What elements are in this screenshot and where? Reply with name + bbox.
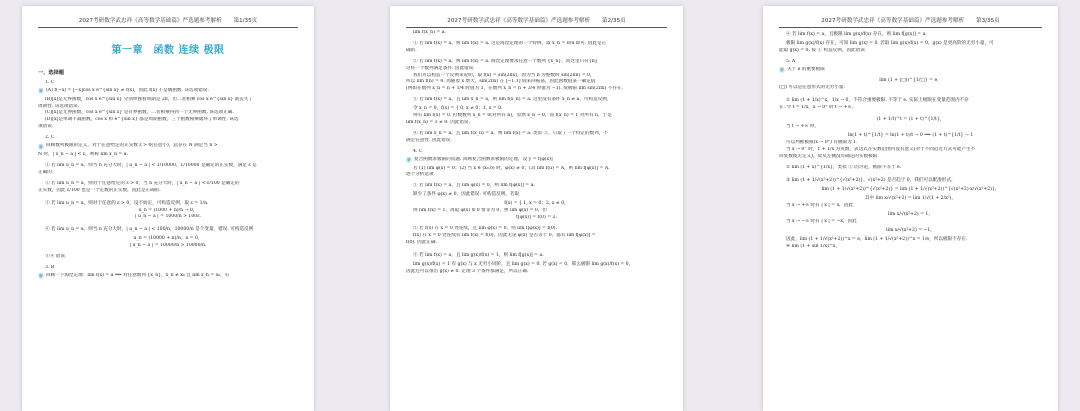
line-text: 回顾数列极限的定义，对于任意给定的正实数 ε > 0(任意小)，总存在 N 满足当 n > bbox=[46, 143, 218, 149]
text-line: ③ 若 lim f(x) = a，且 lim x_n = a，则 lim f(x_n) = a. 这里没有条件 x_n ≠ a，可构造反例， bbox=[413, 97, 612, 103]
text-line: 周期性. 该选项错误. bbox=[38, 103, 80, 109]
text-line: 当 t → +∞ 时， bbox=[786, 124, 819, 130]
solution-badge: 解 bbox=[780, 67, 784, 73]
page-header bbox=[763, 16, 1058, 26]
line-text: 关于 e 的重要极限 bbox=[787, 66, 825, 72]
text-line: 可以判断极限(x → 0⁺) 有极限为 1. bbox=[786, 140, 858, 146]
solution-line bbox=[406, 157, 667, 166]
text-line: ① 若 lim f(x) = a，且 lim φ(x) = 0，则 lim f[φ(x)] = a. bbox=[413, 183, 535, 189]
formula-line: | u_n − a | = 10000/n > 10000/n. bbox=[129, 243, 207, 249]
text-line: 令 x_n = 0，f(x) = { 0, x ≠ 0；1, x = 0. bbox=[413, 106, 503, 112]
solution-badge: 解 bbox=[39, 143, 43, 149]
text-line: ② 若 lim u_n = a，则对于任意给定的 ε > 0，当 n 充分大时，| u_n − a | < ε/100 是确定的 bbox=[45, 180, 240, 186]
text-line: 若 (1) lim φ(x) = 0；(2) 当 x ∈ (x₀,δ) 时，φ(x) ≠ 0；(3) lim f(u) = A，则 lim f[φ(x)] = A. bbox=[413, 165, 610, 171]
text-line: N 时，| x_n − a | < ε，则称 lim x_n = a. bbox=[38, 151, 128, 157]
line-text: 回顾一下海涅定理：lim f(x) = a ⟺ 对任意数列 {x_n}，x_n ≠ x₀ 且 lim x_n = x₀，有 bbox=[46, 273, 230, 279]
text-line: ③ lim (1 + 1/√(x²+2))^{√(x²+2)}，√(x²+2) 是否趋于 0，我们可以配凑形式， bbox=[786, 178, 956, 184]
header-title: 2027考研数学武忠祥《高等数学基础篇》严选题参考解析 bbox=[447, 18, 591, 24]
formula-line: f[φ(x)] = f(0) = 2. bbox=[516, 215, 557, 221]
text-line: 同复数或无定义)，故从左侧没有确定的实数极限. bbox=[779, 154, 879, 160]
formula-line: u_n = (10000 + n)/n，a = 0， bbox=[133, 236, 203, 242]
text-line: 确的. bbox=[406, 47, 417, 53]
answer-key: 1. C bbox=[45, 79, 55, 85]
header-title: 2027考研数学武忠祥《高等数学基础篇》严选题参考解析 bbox=[78, 18, 222, 24]
page-content bbox=[779, 30, 1042, 407]
formula-line: | u_n − a | = 1000/n > 100ε. bbox=[134, 214, 202, 220]
text-line: (C)[x]是无界函数，cos x e^{sin x} 是有界函数，二者相乘得到一个无界函数. 该选项正确. bbox=[45, 110, 234, 116]
line-text: 复合函数求极限的问题. 回顾复合函数求极限的定理，设 y = f[φ(x)] bbox=[414, 156, 553, 162]
formula-line: lim (1 + 1/√(x²+2))^{√(x²+2)} = lim (1 + 1/√(x²+2))^{√(x²+2)·x/√(x²+2)}， bbox=[821, 187, 1000, 193]
section-heading: 一、选择题 bbox=[38, 70, 64, 76]
document-page-2 bbox=[390, 6, 683, 411]
text-line: ② lim (1 + x)^{1/x}，类似 ① 的讨论，极限不等于 e. bbox=[786, 165, 902, 171]
header-rule bbox=[406, 27, 667, 28]
formula-line: f(x) = { 1, x = 0；2, x ≠ 0， bbox=[504, 201, 569, 207]
text-line: 项错误. bbox=[38, 124, 54, 130]
solution-line bbox=[38, 88, 298, 97]
text-line: ③④ 错误. bbox=[45, 254, 67, 260]
solution-badge: 解 bbox=[39, 88, 43, 94]
text-line: (例如在数列 x_n = n + 1/4 时值为 1，在数列 x_n = n + 3/4 时值为 −1). 故极限 lim sin(2πx) 不存在. bbox=[406, 86, 623, 92]
text-line: ③ 若 lim u_n = a，则对于任意的 ε > 0，设不妨定，可构造反例，取 ε = 1/n. bbox=[45, 200, 209, 206]
text-line: (□) 可以是任意形式的无穷小量. bbox=[779, 84, 845, 90]
text-line: 因此还可以推出 g(x) ≠ 0. 定理 3 个条件都满足，所以正确. bbox=[406, 268, 529, 274]
page-content bbox=[406, 30, 667, 407]
text-line: f(x) 在 x = 0 处连续有 lim f(x) = f(0)，因此无论 φ(x) 是否等于 0，都有 lim f[φ(x)] = bbox=[413, 232, 596, 238]
text-line: 正确的. bbox=[38, 169, 54, 175]
text-line: lim f(x_n) = a. bbox=[413, 30, 446, 35]
text-line: ④ 若 lim x_n = a，且 lim f(x_n) = a，则 lim f(x) = a. 类似 ②，只取了一个特定的数列，不 bbox=[413, 130, 608, 136]
formula-line: u_n = (1000 + n)/n → 0， bbox=[138, 207, 198, 213]
text-line: 能取 g(x) = 0. 按 ① 构造反例，因此错误. bbox=[779, 48, 867, 53]
header-rule bbox=[779, 27, 1042, 28]
header-title: 2027考研数学武忠祥《高等数学基础篇》严选题参考解析 bbox=[821, 18, 965, 24]
formula-line: lim x/√(x²+2) = −1， bbox=[886, 227, 935, 233]
text-line: 逐个分析选项 bbox=[406, 172, 434, 178]
formula-line: (1 + 1/t)^t = (1 + t)^{1/t}， bbox=[876, 117, 945, 123]
text-lines bbox=[38, 80, 298, 282]
solution-line bbox=[38, 273, 298, 282]
text-line: 当 x → −∞ 时有 | x | = −x，因此 bbox=[786, 218, 857, 224]
text-line: ④ 若 lim u_n = a，则当 n 充分大时，| u_n − a | < 100/n，10000/n 是个变量，错误. 可构造反例 bbox=[45, 227, 254, 233]
text-line: ② 若 lim f(x) = a，则 lim f(x) = a. 海涅定理要求任意一个数列 {x_n}，而这里只有{n} bbox=[413, 58, 598, 64]
text-line: ② 若 f(x) 在 x = 0 处连续，且 lim φ(x) = 0，则 lim f[φ(x)] = f(0). bbox=[413, 226, 558, 232]
formula-line: ln(1 + t)^{1/t} = ln(1 + t)/t → 0 ⟹ (1 + t)^{1/t} → 1 bbox=[847, 133, 974, 139]
text-lines bbox=[779, 30, 1042, 251]
answer-key: 5. A bbox=[786, 58, 796, 64]
text-line: 这样一个数列满足条件. 因此错误. bbox=[406, 65, 475, 71]
solution-badge: 解 bbox=[407, 157, 411, 163]
answer-key: 3. B bbox=[45, 265, 55, 271]
solution-line bbox=[38, 143, 298, 152]
text-line: ③ 若 lim f(x) = a，且 lim g(x)/f(x) = 1，则 lim f[g(x)] = a. bbox=[413, 252, 544, 258]
text-line: 我们可以构造一个反例来说明，取 f(x) = sin(2πx)，因为当 n 为整数时 sin(2πn) = 0， bbox=[413, 72, 595, 78]
text-line: ① lim (1 + 1/x)^x，1/x → 0，不符合重要极限. 不等于 e. 实际上极限在变量范围内不存 bbox=[786, 97, 969, 103]
text-line: f(0). 因此正确. bbox=[406, 239, 437, 245]
page-number: 第3/35页 bbox=[975, 18, 1000, 24]
text-line: ① 若 lim u_n = a，则当 n 充分大时，| u_n − a | < 1/10000，1/10000 是确定的正实数，满足 ε 是 bbox=[45, 162, 257, 168]
text-lines bbox=[406, 30, 667, 276]
text-line: 因此，lim (1 + 1/√(x²+2))^x = e，lim (1 + 1/√(x²+2))^x = 1/e，所以极限不存在. bbox=[786, 236, 968, 242]
text-line: 正实数，因此 ε/100 也是一个定数的正实数，因此是正确的. bbox=[38, 187, 161, 193]
page-number: 第2/35页 bbox=[601, 18, 626, 24]
page-content bbox=[38, 30, 298, 407]
page-number: 第1/35页 bbox=[233, 18, 258, 24]
text-line: 在. 令 t = 1/x，x → 0⁺ 时 t → +∞， bbox=[779, 104, 856, 110]
text-line: 缺少了条件 φ(x) ≠ 0，因此错误. 可构造反例，若取 bbox=[413, 192, 520, 198]
text-line: 当 x → +∞ 时有 | x | = x，因此 bbox=[786, 203, 853, 209]
solution-badge: 解 bbox=[39, 273, 43, 279]
text-line: ④ lim (1 + sin 1/x)^x， bbox=[786, 243, 840, 249]
document-page-3 bbox=[763, 6, 1058, 411]
text-line: 满足任意性. 因此错误. bbox=[406, 137, 452, 143]
text-line: (D)[x]是单调不减函数，cos x 和 e^{sin x} 都是周期函数，三个函数相乘破坏了单调性. 该选 bbox=[45, 117, 239, 123]
header-rule bbox=[38, 27, 298, 28]
solution-line bbox=[779, 67, 1042, 76]
text-line: ① 若 lim f(x) = a，则 lim f(x) = a. 这是海涅定理的一个特例，取 x_n = π/n 即可. 因此是正 bbox=[413, 40, 607, 46]
text-line: lim g(x)/f(x) = 1 有 g(x) 与 x 无穷小同阶，且 lim g(x) = 0. 若 g(x) = 0，那么极限 lim g(x)/f(x) = 0， bbox=[413, 261, 634, 267]
answer-key: 2. C bbox=[45, 135, 55, 141]
text-line: 则有 lim f(x) = 0. 但数数列 x_n = 0(对所有 n)，显然 x_n → 0，而 f(x_n) = 1 对所有 n，于是 bbox=[413, 113, 612, 119]
page-header bbox=[390, 16, 683, 26]
text-line: 所以 lim f(n) = 0. 而随着 x 增大，sin(2πx) 在 [−1,1] 间来回振荡，因此函数值某一确定值 bbox=[406, 79, 596, 85]
formula-line: 其中 lim x/√(x²+2) = lim 1/√(1 + 2/x²)， bbox=[865, 196, 956, 202]
text-line: ④ 若 lim f(x) = a，且极限 lim g(x)/f(x) 存在，则 lim f[g(x)] = a. bbox=[786, 32, 927, 37]
text-line: 当 x → 0⁻ 时，1 + 1/x 为负数，表达式在实数范围内没有意义(对于不同趋近方式可能产生不 bbox=[786, 147, 976, 153]
text-line: 则 lim f(x) = 1，再取 φ(x) ≡ 0 恒等为 0，则 lim φ(x) = 0，但 bbox=[413, 208, 548, 214]
document-page-1 bbox=[22, 6, 314, 411]
text-line: lim f(x_n) = 1 ≠ 0. 因此错误. bbox=[406, 120, 471, 126]
text-line: (B)[x]是无界函数，cos x e^{sin x} 分别单独看周期是 2π，但二者相乘 cos x e^{sin x} 就丧失了 bbox=[45, 96, 254, 102]
formula-line: lim x/√(x²+2) = 1， bbox=[888, 211, 933, 217]
chapter-title: 第一章 函数 连续 极限 bbox=[111, 45, 225, 56]
page-header bbox=[22, 16, 314, 26]
text-line: 极限 lim g(x)/f(x) 存在，可知 lim g(x) = 0. 若取 lim g(x)/f(x) = 0，g(x) 是更高阶的无穷小量，可 bbox=[786, 41, 994, 46]
formula-line: lim (1 + (□))^{1/□} = e， bbox=[879, 77, 942, 83]
answer-key: 4. C bbox=[413, 148, 423, 154]
line-text: (A) f(−x) = [−x]cos x e^{sin x} ≠ f(x)，因此 f(x) 不是偶函数. 该选项错误. bbox=[46, 87, 209, 93]
